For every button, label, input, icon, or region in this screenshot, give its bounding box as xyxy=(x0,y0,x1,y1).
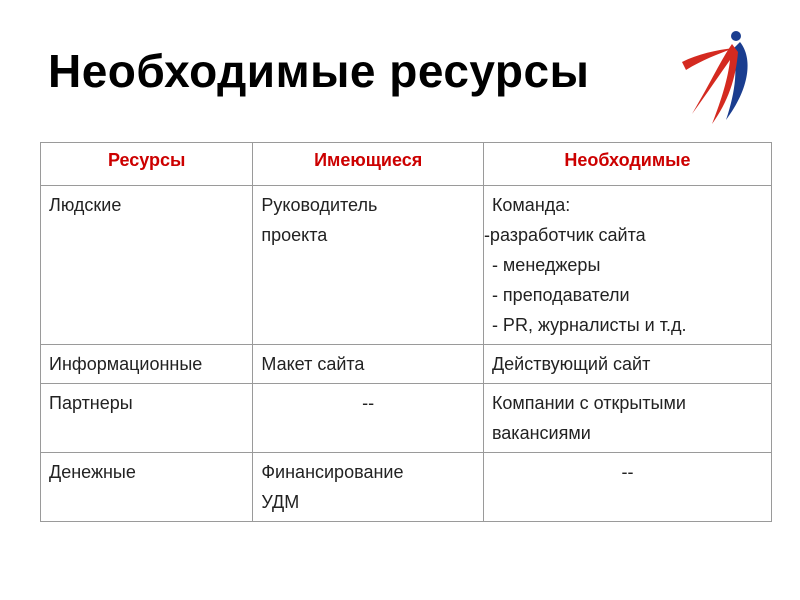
table-row xyxy=(41,186,772,345)
cell-line: проекта xyxy=(261,225,328,245)
table-header-row xyxy=(41,143,772,186)
cell-resource xyxy=(41,384,253,453)
cell-needed xyxy=(483,345,771,384)
cell-text: Денежные xyxy=(49,462,136,482)
cell-line: - менеджеры xyxy=(491,255,601,275)
table-row xyxy=(41,453,772,522)
cell-text: -- xyxy=(362,393,375,413)
cell-text: Людские xyxy=(49,195,122,215)
cell-line: -разработчик сайта xyxy=(483,225,646,245)
cell-resource xyxy=(41,186,253,345)
cell-line: - PR, журналисты и т.д. xyxy=(491,315,687,335)
cell-needed xyxy=(483,453,771,522)
cell-line: Компании с открытыми xyxy=(491,393,686,413)
cell-needed xyxy=(483,384,771,453)
table-row xyxy=(41,384,772,453)
cell-available xyxy=(253,384,484,453)
figure-logo-icon xyxy=(678,28,758,128)
cell-text: Информационные xyxy=(49,354,203,374)
cell-available xyxy=(253,453,484,522)
cell-resource xyxy=(41,453,253,522)
header-resources: Ресурсы xyxy=(41,143,253,186)
cell-text: Партнеры xyxy=(49,393,133,413)
header-needed: Необходимые xyxy=(483,143,771,186)
resources-table xyxy=(40,142,772,522)
cell-line: Команда: xyxy=(491,195,571,215)
cell-line: Финансирование xyxy=(261,462,404,482)
cell-available xyxy=(253,186,484,345)
cell-line: вакансиями xyxy=(491,423,591,443)
table-row xyxy=(41,345,772,384)
cell-line: - преподаватели xyxy=(491,285,630,305)
cell-line: Руководитель xyxy=(261,195,378,215)
cell-text: -- xyxy=(621,462,634,482)
page-title: Необходимые ресурсы xyxy=(48,45,590,97)
cell-available xyxy=(253,345,484,384)
cell-needed xyxy=(483,186,771,345)
cell-text: Макет сайта xyxy=(261,354,365,374)
cell-resource xyxy=(41,345,253,384)
cell-line: УДМ xyxy=(261,492,300,512)
cell-text: Действующий сайт xyxy=(491,354,651,374)
header-available: Имеющиеся xyxy=(253,143,484,186)
